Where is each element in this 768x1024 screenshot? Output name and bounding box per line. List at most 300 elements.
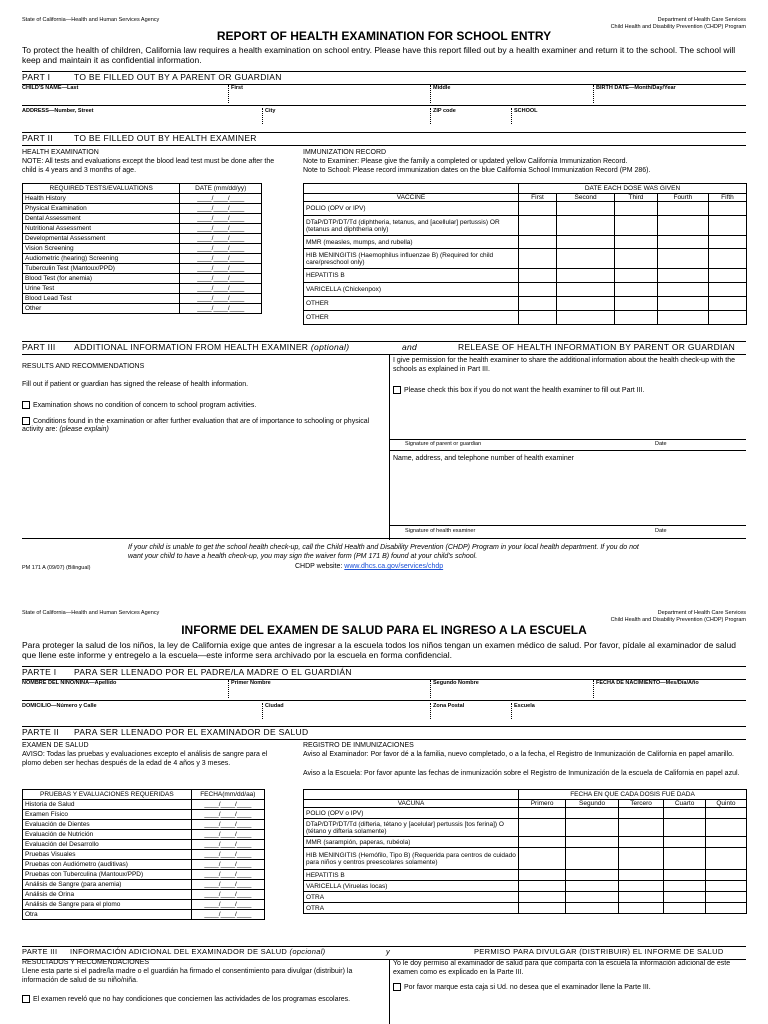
examiner-address-field[interactable]: Name, address, and telephone number of health examiner — [393, 455, 574, 462]
dose-date-cell[interactable] — [615, 216, 658, 236]
vaccine-row — [304, 216, 747, 236]
immunization-table — [303, 183, 747, 325]
dose-header: Fifth — [708, 194, 746, 202]
dose-date-cell[interactable] — [618, 903, 663, 914]
dose-header: Third — [615, 194, 658, 202]
child-last-name-field[interactable]: CHILD'S NAME—Last — [22, 85, 79, 91]
test-date-field[interactable]: ____/____/____ — [191, 810, 264, 820]
vaccine-name: OTRA — [304, 903, 519, 914]
dose-date-cell[interactable] — [519, 903, 566, 914]
dose-date-cell[interactable] — [708, 297, 746, 311]
birth-date-field-es[interactable]: FECHA DE NACIMIENTO—Mes/Día/Año — [593, 680, 699, 698]
dose-header: Quinto — [705, 800, 746, 808]
opt-out-option-es[interactable] — [393, 983, 745, 992]
test-name: Pruebas con Tuberculina (Mantoux/PPD) — [23, 870, 192, 880]
dose-date-cell[interactable] — [566, 870, 619, 881]
required-tests-table — [22, 183, 262, 314]
tests-header: REQUIRED TESTS/EVALUATIONS — [23, 184, 180, 194]
dose-date-cell[interactable] — [657, 236, 708, 249]
conditions-option[interactable] — [22, 417, 384, 435]
website-link[interactable]: www.dhcs.ca.gov/services/chdp — [344, 563, 444, 570]
dose-date-cell[interactable] — [708, 311, 746, 325]
fill-note-es: Llene esta parte si el padre/la madre o el guardián ha firmado el consentimiento para divulgar (distribuir) la información de salud de su niño/niña. — [22, 968, 353, 984]
part-number: PARTE III — [22, 947, 58, 956]
test-row — [23, 870, 265, 880]
required-tests-table-es — [22, 789, 265, 920]
parent-date-field[interactable]: Date — [655, 441, 667, 447]
vaccine-row — [304, 881, 747, 892]
vaccine-row — [304, 808, 747, 819]
vaccine-row — [304, 848, 747, 870]
test-row — [23, 910, 265, 920]
test-date-field[interactable]: ____/____/____ — [191, 870, 264, 880]
test-row — [23, 820, 265, 830]
part-label: PARA SER LLENADO POR EL PADRE/LA MADRE O EL GUARDIÁN — [74, 667, 352, 677]
part-number: PARTE II — [22, 727, 60, 737]
test-name: Dental Assessment — [23, 214, 180, 224]
no-condition-option[interactable] — [22, 401, 382, 410]
first-name-field[interactable]: First — [228, 85, 243, 103]
test-row — [23, 244, 262, 254]
dose-date-cell[interactable] — [705, 870, 746, 881]
dose-date-cell[interactable] — [657, 269, 708, 283]
dose-date-cell[interactable] — [705, 881, 746, 892]
test-date-field[interactable]: ____/____/____ — [180, 304, 262, 314]
vaccine-row — [304, 892, 747, 903]
conditions-checkbox[interactable] — [22, 417, 30, 425]
test-date-field[interactable]: ____/____/____ — [180, 234, 262, 244]
dose-date-cell[interactable] — [556, 202, 614, 216]
test-name: Historia de Salud — [23, 800, 192, 810]
no-condition-checkbox-es[interactable] — [22, 995, 30, 1003]
health-exam-heading-es: EXAMEN DE SALUD — [22, 742, 89, 749]
dose-header: Second — [556, 194, 614, 202]
conditions-label: Conditions found in the examination or after further evaluation that are of importance to schooling or physical activity are: — [22, 417, 370, 434]
test-date-field[interactable]: ____/____/____ — [180, 224, 262, 234]
test-date-field[interactable]: ____/____/____ — [191, 890, 264, 900]
dose-date-cell[interactable] — [519, 236, 557, 249]
intro-text: To protect the health of children, California law requires a health examination on school entry. Please have this report filled out by a health examiner and return it to the school. The school will keep and maintain it as confidential information. — [22, 45, 736, 65]
dose-date-cell[interactable] — [556, 249, 614, 269]
vaccine-header-row — [304, 194, 747, 202]
vaccine-row — [304, 297, 747, 311]
test-name: Blood Lead Test — [23, 294, 180, 304]
no-condition-label: Examination shows no condition of concern to school program activities. — [33, 401, 257, 409]
test-row — [23, 274, 262, 284]
dose-date-cell[interactable] — [519, 283, 557, 297]
part-number: PART III — [22, 342, 56, 352]
and-word-es: y — [386, 947, 391, 956]
dose-date-cell[interactable] — [657, 216, 708, 236]
test-name: Análisis de Sangre (para anemia) — [23, 880, 192, 890]
part-label: TO BE FILLED OUT BY A PARENT OR GUARDIAN — [74, 72, 282, 82]
agency-label-es: State of California—Health and Human Services Agency — [22, 610, 160, 616]
test-row — [23, 880, 265, 890]
dose-date-cell[interactable] — [615, 283, 658, 297]
intro-text-es: Para proteger la salud de los niños, la ley de California exige que antes de ingresar a la escuela todos los niños tengan un examen médico de salud. Por favor, pídale al examinador de salud que llene este informe y entregelo a la escuela—este informe sera archivado por la escuela en forma confidencial. — [22, 640, 736, 660]
vaccine-name: HIB MENINGITIS (Haemophilus influenzae B) (Required for child care/preschool only) — [304, 249, 519, 269]
test-name: Otra — [23, 910, 192, 920]
health-exam-heading: HEALTH EXAMINATION — [22, 149, 99, 156]
part-number: PART II — [22, 133, 53, 143]
health-exam-note: NOTE: All tests and evaluations except the blood lead test must be done after the child is 4 years and 3 months of age. — [22, 158, 275, 174]
vaccine-row — [304, 837, 747, 848]
department-label-es — [611, 610, 746, 624]
test-name: Other — [23, 304, 180, 314]
dose-date-cell[interactable] — [519, 202, 557, 216]
test-row — [23, 224, 262, 234]
dose-date-cell[interactable] — [664, 808, 706, 819]
vaccine-name: OTRA — [304, 892, 519, 903]
test-date-field[interactable]: ____/____/____ — [191, 850, 264, 860]
test-date-field[interactable]: ____/____/____ — [180, 264, 262, 274]
test-row — [23, 850, 265, 860]
test-date-field[interactable]: ____/____/____ — [191, 840, 264, 850]
dose-date-cell[interactable] — [708, 236, 746, 249]
zip-field[interactable]: ZIP code — [430, 108, 456, 124]
vaccine-header-row — [304, 800, 747, 808]
dose-date-cell[interactable] — [657, 297, 708, 311]
part3-label-text-es: INFORMACIÓN ADICIONAL DEL EXAMINADOR DE SALUD — [70, 947, 288, 956]
dose-date-cell[interactable] — [566, 819, 619, 837]
dose-date-cell[interactable] — [556, 216, 614, 236]
vaccine-row — [304, 311, 747, 325]
test-date-field[interactable]: ____/____/____ — [191, 800, 264, 810]
vaccine-name: VARICELLA (Chickenpox) — [304, 283, 519, 297]
test-row — [23, 284, 262, 294]
test-date-field[interactable]: ____/____/____ — [180, 194, 262, 204]
examiner-signature-field[interactable]: Signature of health examiner — [405, 528, 476, 534]
dose-date-cell[interactable] — [566, 881, 619, 892]
department-line: Department of Health Care Services — [657, 17, 746, 23]
test-date-field[interactable]: ____/____/____ — [180, 284, 262, 294]
results-heading: RESULTS AND RECOMMENDATIONS — [22, 363, 145, 370]
dose-date-cell[interactable] — [519, 269, 557, 283]
vaccine-name: OTHER — [304, 311, 519, 325]
test-name: Physical Examination — [23, 204, 180, 214]
dose-date-cell[interactable] — [657, 283, 708, 297]
part2-header-es — [22, 726, 746, 740]
test-row — [23, 890, 265, 900]
dose-date-cell[interactable] — [618, 881, 663, 892]
part2-header — [22, 132, 746, 146]
test-date-field[interactable]: ____/____/____ — [191, 830, 264, 840]
test-name: Blood Test (for anemia) — [23, 274, 180, 284]
dose-date-cell[interactable] — [519, 837, 566, 848]
part3-header-es — [22, 946, 746, 960]
dose-date-cell[interactable] — [708, 202, 746, 216]
dose-date-cell[interactable] — [556, 311, 614, 325]
part1-header-es — [22, 666, 746, 680]
dose-date-cell[interactable] — [519, 892, 566, 903]
dose-date-cell[interactable] — [519, 819, 566, 837]
dose-date-cell[interactable] — [664, 819, 706, 837]
dose-date-cell[interactable] — [657, 249, 708, 269]
dose-date-cell[interactable] — [519, 216, 557, 236]
dose-date-cell[interactable] — [519, 870, 566, 881]
test-date-field[interactable]: ____/____/____ — [180, 254, 262, 264]
test-date-field[interactable]: ____/____/____ — [180, 274, 262, 284]
health-exam-note-es: AVISO: Todas las pruebas y evaluaciones excepto el análisis de sangre para el plomo deben ser hechas después de la edad de 4 años y 3 meses. — [22, 751, 268, 767]
dose-date-cell[interactable] — [705, 903, 746, 914]
no-condition-label-es: El examen reveló que no hay condiciones que conciernen las actividades de los programas escolares. — [33, 995, 351, 1003]
vaccine-name: MMR (measles, mumps, and rubella) — [304, 236, 519, 249]
dose-date-cell[interactable] — [705, 808, 746, 819]
dose-date-cell[interactable] — [705, 848, 746, 870]
form-title-es: INFORME DEL EXAMEN DE SALUD PARA EL INGRESO A LA ESCUELA — [181, 623, 587, 637]
vaccine-name: DTaP/DTP/DT/Td (difteria, tétano y [acelular] pertussis [tos ferina]) O (tétano y difteria solamente) — [304, 819, 519, 837]
no-condition-checkbox[interactable] — [22, 401, 30, 409]
immunization-heading-es: REGISTRO DE INMUNIZACIONES — [303, 742, 414, 749]
vaccine-name: HEPATITIS B — [304, 870, 519, 881]
part-label: PARA SER LLENADO POR EL EXAMINADOR DE SALUD — [74, 727, 309, 737]
agency-label: State of California—Health and Human Services Agency — [22, 17, 160, 23]
immunization-heading: IMMUNIZATION RECORD — [303, 149, 387, 156]
test-date-field[interactable]: ____/____/____ — [191, 820, 264, 830]
results-heading-es: RESULTADOS Y RECOMENDACIONES — [22, 959, 150, 966]
dose-date-cell[interactable] — [615, 236, 658, 249]
dose-date-cell[interactable] — [615, 249, 658, 269]
dose-header: Segundo — [566, 800, 619, 808]
dose-date-cell[interactable] — [615, 202, 658, 216]
dose-date-cell[interactable] — [519, 249, 557, 269]
first-name-field-es[interactable]: Primer Nombre — [228, 680, 271, 698]
dose-date-cell[interactable] — [664, 870, 706, 881]
test-name: Evaluación del Desarrollo — [23, 840, 192, 850]
test-name: Developmental Assessment — [23, 234, 180, 244]
test-date-field[interactable]: ____/____/____ — [180, 214, 262, 224]
city-field-es[interactable]: Ciudad — [262, 703, 284, 719]
dose-date-cell[interactable] — [519, 881, 566, 892]
dose-header: Tercero — [618, 800, 663, 808]
dose-date-cell[interactable] — [708, 249, 746, 269]
dose-date-cell[interactable] — [615, 297, 658, 311]
dose-date-header: DATE EACH DOSE WAS GIVEN — [519, 184, 747, 194]
dose-date-cell[interactable] — [708, 216, 746, 236]
vaccine-header: VACCINE — [304, 194, 519, 202]
dose-date-cell[interactable] — [519, 808, 566, 819]
fill-note: Fill out if patient or guardian has signed the release of health information. — [22, 381, 249, 388]
examiner-date-field[interactable]: Date — [655, 528, 667, 534]
test-name: Pruebas con Audiómetro (auditivas) — [23, 860, 192, 870]
test-name: Tuberculin Test (Mantoux/PPD) — [23, 264, 180, 274]
dose-date-cell[interactable] — [618, 848, 663, 870]
test-row — [23, 810, 265, 820]
part-number: PARTE I — [22, 667, 57, 677]
dose-date-cell[interactable] — [618, 870, 663, 881]
date-header: DATE (mm/dd/yy) — [180, 184, 262, 194]
dose-date-cell[interactable] — [556, 297, 614, 311]
test-name: Evaluación de Dientes — [23, 820, 192, 830]
dose-date-cell[interactable] — [556, 236, 614, 249]
dose-date-cell[interactable] — [556, 269, 614, 283]
part3-label-text: ADDITIONAL INFORMATION FROM HEALTH EXAMINER — [74, 342, 309, 352]
website-label: CHDP website: — [295, 563, 343, 570]
dose-date-cell[interactable] — [519, 311, 557, 325]
zip-field-es[interactable]: Zona Postal — [430, 703, 464, 719]
vaccine-name: HEPATITIS B — [304, 269, 519, 283]
test-row — [23, 264, 262, 274]
vaccine-name: DTaP/DTP/DT/Td (diphtheria, tetanus, and [acellular] pertussis) OR (tetanus and diphtheria only) — [304, 216, 519, 236]
dose-date-cell[interactable] — [566, 837, 619, 848]
dose-header: Cuarto — [664, 800, 706, 808]
child-last-name-field-es[interactable]: NOMBRE DEL NIÑO/NIÑA—Apellido — [22, 680, 117, 686]
dose-date-cell[interactable] — [664, 881, 706, 892]
release-label: RELEASE OF HEALTH INFORMATION BY PARENT OR GUARDIAN — [458, 342, 736, 352]
test-name: Urine Test — [23, 284, 180, 294]
test-name: Vision Screening — [23, 244, 180, 254]
form-title: REPORT OF HEALTH EXAMINATION FOR SCHOOL ENTRY — [216, 29, 552, 43]
dose-date-cell[interactable] — [664, 903, 706, 914]
test-row — [23, 294, 262, 304]
vaccine-row — [304, 249, 747, 269]
website-line — [295, 563, 443, 572]
dose-date-cell[interactable] — [705, 837, 746, 848]
explain-note: (please explain) — [59, 426, 109, 434]
vaccine-row — [304, 819, 747, 837]
dose-date-cell[interactable] — [615, 311, 658, 325]
test-row — [23, 304, 262, 314]
dose-date-cell[interactable] — [708, 269, 746, 283]
program-line: Child Health and Disability Prevention (CHDP) Program — [610, 24, 746, 30]
address-field-es[interactable]: DOMICILIO—Número y Calle — [22, 703, 97, 709]
part-label: TO BE FILLED OUT BY HEALTH EXAMINER — [74, 133, 257, 143]
city-field[interactable]: City — [262, 108, 275, 124]
test-date-field[interactable]: ____/____/____ — [191, 900, 264, 910]
dose-date-cell[interactable] — [618, 819, 663, 837]
test-row — [23, 900, 265, 910]
dose-date-cell[interactable] — [556, 283, 614, 297]
test-name: Análisis de Orina — [23, 890, 192, 900]
dose-date-cell[interactable] — [615, 269, 658, 283]
address-field[interactable]: ADDRESS—Number, Street — [22, 108, 94, 114]
immunization-table-es — [303, 789, 747, 914]
school-field-es[interactable]: Escuela — [511, 703, 535, 719]
dose-date-cell[interactable] — [618, 892, 663, 903]
dose-header: First — [519, 194, 557, 202]
test-date-field[interactable]: ____/____/____ — [180, 244, 262, 254]
dose-date-cell[interactable] — [705, 892, 746, 903]
vaccine-name: POLIO (OPV o IPV) — [304, 808, 519, 819]
test-row — [23, 234, 262, 244]
dose-header: Fourth — [657, 194, 708, 202]
test-date-field[interactable]: ____/____/____ — [191, 860, 264, 870]
opt-out-checkbox[interactable] — [393, 386, 401, 394]
test-name: Pruebas Visuales — [23, 850, 192, 860]
and-word: and — [402, 342, 418, 352]
opt-out-label-es: Por favor marque esta caja si Ud. no desea que el examinador llene la Parte III. — [404, 983, 651, 991]
test-row — [23, 830, 265, 840]
vaccine-name: VARICELLA (Viruelas locas) — [304, 881, 519, 892]
vaccine-row — [304, 202, 747, 216]
vaccine-row — [304, 236, 747, 249]
department-line-es: Department of Health Care Services — [657, 610, 746, 616]
vaccine-name: MMR (sarampión, paperas, rubéola) — [304, 837, 519, 848]
immunization-note-examiner: Note to Examiner: Please give the family a completed or updated yellow California Immunization Record. — [303, 158, 628, 165]
dose-date-cell[interactable] — [519, 297, 557, 311]
dose-date-cell[interactable] — [519, 848, 566, 870]
test-name: Health History — [23, 194, 180, 204]
dose-date-cell[interactable] — [618, 837, 663, 848]
dose-date-cell[interactable] — [566, 903, 619, 914]
test-row — [23, 800, 265, 810]
footer-note: If your child is unable to get the school health check-up, call the Child Health and Disability Prevention (CHDP) Program in your local health department. If you do not want your child to have a health check-up, you may sign the waiver form (PM 171 B) found at your child's school. — [128, 544, 639, 560]
opt-out-option[interactable] — [393, 386, 745, 395]
vaccine-row — [304, 870, 747, 881]
test-row — [23, 194, 262, 204]
dose-date-cell[interactable] — [657, 202, 708, 216]
dose-date-cell[interactable] — [705, 819, 746, 837]
vaccine-name: POLIO (OPV or IPV) — [304, 202, 519, 216]
optional-tag: (optional) — [310, 342, 350, 352]
dose-date-cell[interactable] — [657, 311, 708, 325]
birth-date-field[interactable]: BIRTH DATE—Month/Day/Year — [593, 85, 676, 103]
immunization-note-school: Note to School: Please record immunization dates on the blue California School Immunization Record (PM 286). — [303, 167, 651, 174]
dose-date-cell[interactable] — [618, 808, 663, 819]
test-name: Evaluación de Nutrición — [23, 830, 192, 840]
vaccine-row — [304, 269, 747, 283]
test-row — [23, 840, 265, 850]
part-number: PART I — [22, 72, 51, 82]
dose-date-cell[interactable] — [664, 892, 706, 903]
no-condition-option-es[interactable] — [22, 995, 384, 1004]
middle-name-field[interactable]: Middle — [430, 85, 450, 103]
school-field[interactable]: SCHOOL — [511, 108, 538, 124]
test-name: Examen Físico — [23, 810, 192, 820]
part-label — [74, 342, 349, 352]
optional-tag-es: (opcional) — [289, 947, 326, 956]
immunization-note-school-es: Aviso a la Escuela: Por favor apunte las fechas de inmunización sobre el Registro de Inmunización de la escuela de California en papel azul. — [303, 770, 740, 777]
vaccine-name: HIB MENINGITIS (Hemófilo, Tipo B) (Requerida para centros de cuidado para niños y centros preescolares solamente) — [304, 848, 519, 870]
middle-name-field-es[interactable]: Segundo Nombre — [430, 680, 479, 698]
vaccine-row — [304, 903, 747, 914]
immunization-note-examiner-es: Aviso al Examinador: Por favor dé a la familia, nuevo completado, o a la fecha, el Registro de Inmunización de California en papel amarillo. — [303, 751, 734, 758]
test-row — [23, 204, 262, 214]
date-header-es: FECHA(mm/dd/aa) — [191, 790, 264, 800]
dose-date-cell[interactable] — [566, 808, 619, 819]
vaccine-header: VACUNA — [304, 800, 519, 808]
test-row — [23, 860, 265, 870]
opt-out-label: Please check this box if you do not want the health examiner to fill out Part III. — [404, 386, 645, 394]
parent-signature-field[interactable]: Signature of parent or guardian — [405, 441, 482, 447]
release-label-es: PERMISO PARA DIVULGAR (DISTRIBUIR) EL INFORME DE SALUD — [474, 947, 724, 956]
program-line-es: Child Health and Disability Prevention (CHDP) Program — [610, 617, 746, 623]
test-date-field[interactable]: ____/____/____ — [180, 204, 262, 214]
test-name: Nutritional Assessment — [23, 224, 180, 234]
dose-date-cell[interactable] — [708, 283, 746, 297]
vaccine-name: OTHER — [304, 297, 519, 311]
dose-date-cell[interactable] — [664, 837, 706, 848]
dose-header: Primero — [519, 800, 566, 808]
part1-header — [22, 71, 746, 85]
tests-header-es: PRUEBAS Y EVALUACIONES REQUERIDAS — [23, 790, 192, 800]
form-number: PM 171 A (09/07) (Bilingual) — [22, 565, 91, 571]
test-date-field[interactable]: ____/____/____ — [191, 910, 264, 920]
dose-date-cell[interactable] — [566, 892, 619, 903]
test-date-field[interactable]: ____/____/____ — [180, 294, 262, 304]
test-row — [23, 254, 262, 264]
vaccine-row — [304, 283, 747, 297]
part-label — [70, 947, 325, 956]
dose-date-header-es: FECHA EN QUE CADA DOSIS FUE DADA — [519, 790, 747, 800]
test-name: Audiometric (hearing) Screening — [23, 254, 180, 264]
opt-out-checkbox-es[interactable] — [393, 983, 401, 991]
dose-date-cell[interactable] — [566, 848, 619, 870]
test-date-field[interactable]: ____/____/____ — [191, 880, 264, 890]
permission-text: I give permission for the health examiner to share the additional information about the health check-up with the schools as explained in Part III. — [393, 357, 736, 373]
permission-text-es: Yo le doy permiso al examinador de salud para que comparta con la escuela la información adicional de este examen como es explicado en la Parte III. — [393, 960, 731, 976]
dose-date-cell[interactable] — [664, 848, 706, 870]
